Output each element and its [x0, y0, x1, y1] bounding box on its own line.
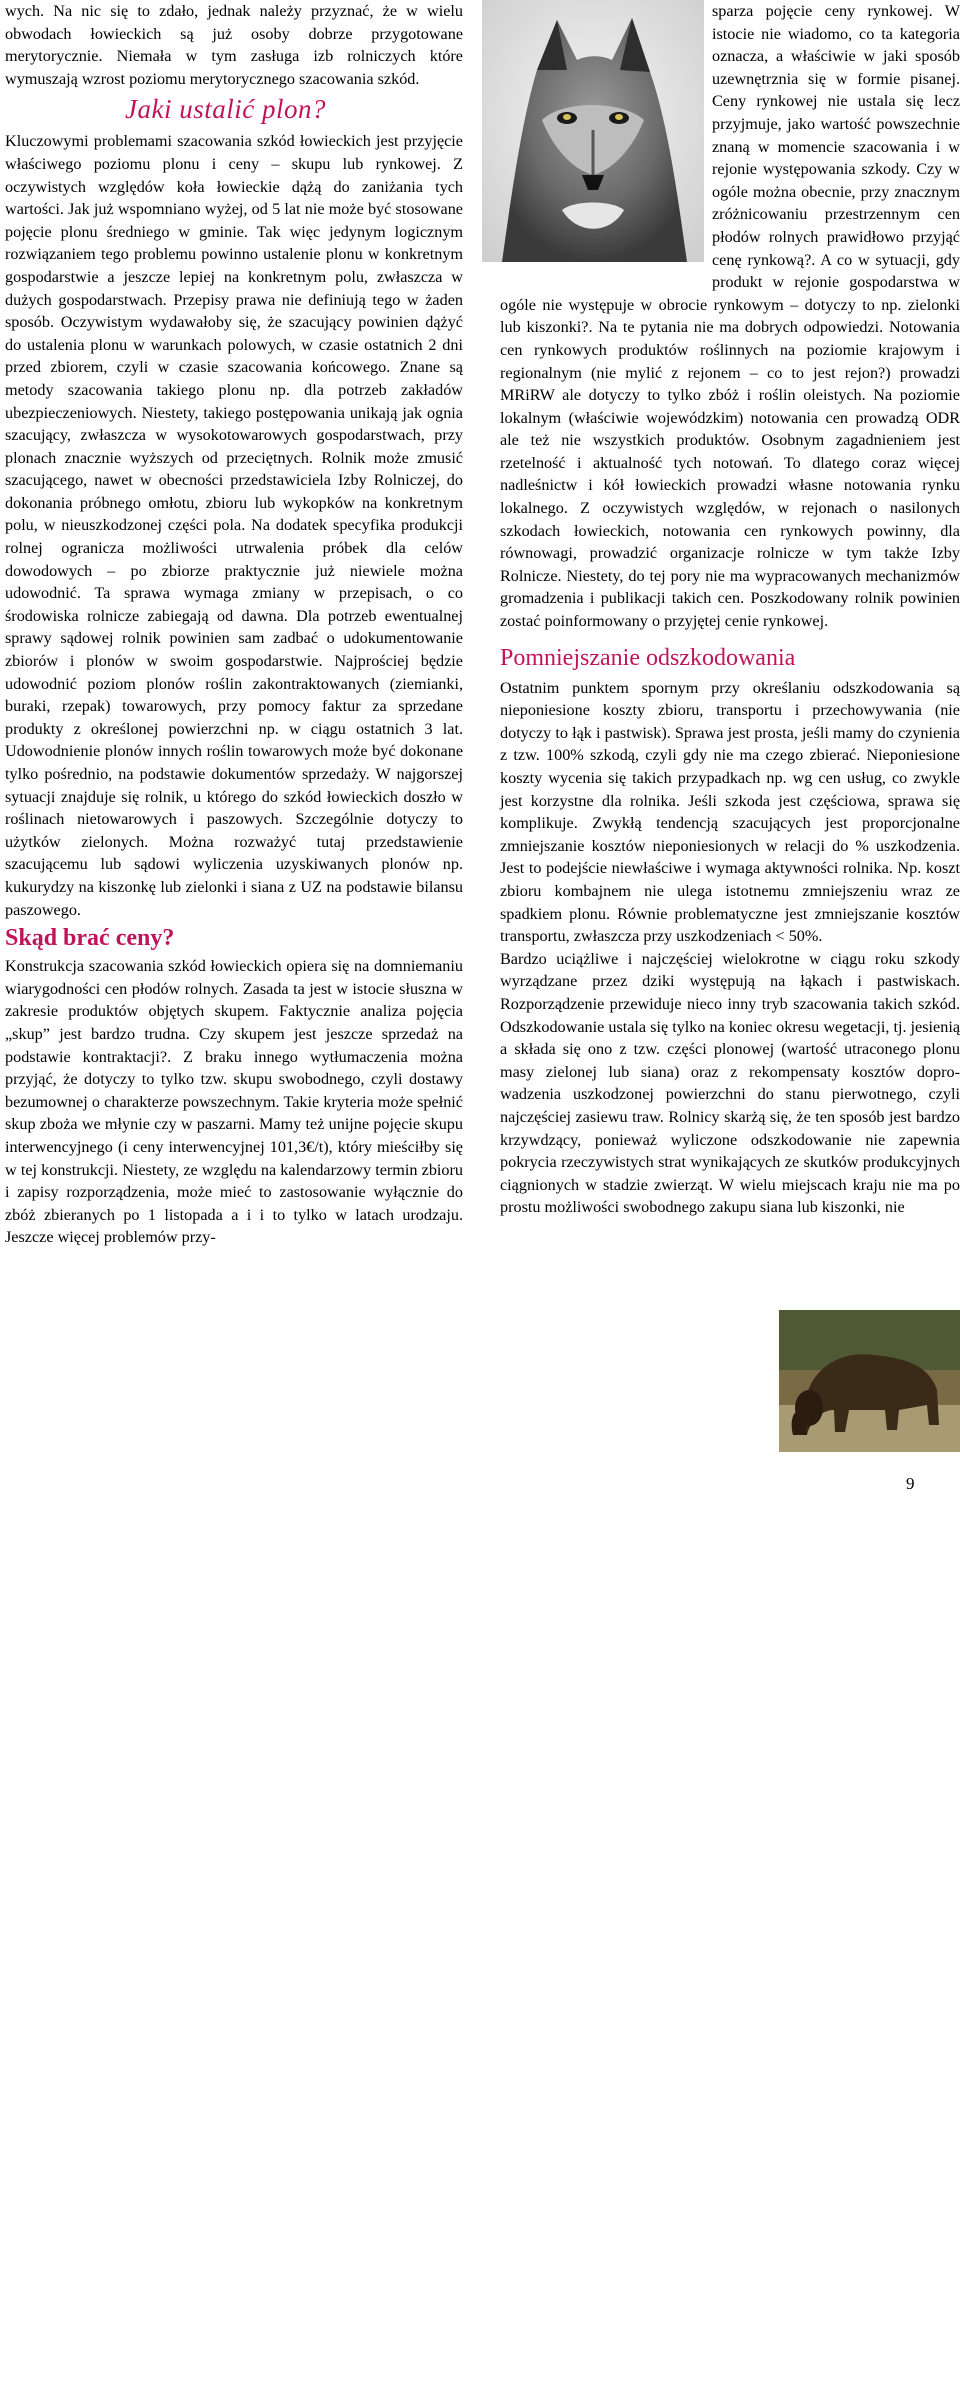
paragraph-koszty: Ostatnim punktem spornym przy określaniu odszkodowania są nieponiesione koszty zbioru, transportu i przechowywania (nie dotyczy to łąk i pastwisk). Sprawa jest prosta, jeśli mamy do czynienia z tzw. 100% szkodą, czyli gdy nie ma czego zbierać. Nieponiesione koszty wycenia się takich przypadkach np. wg cen usług, co zwykle jest korzystne dla rolnika. Jeśli szkoda jest częściowa, sprawa się komplikuje. Zwykłą tendencją szacujących jest proporcjonalne zmniejszanie kosztów nieponiesionych w relacji do % uszkodzenia. Jest to podejście niewłaściwe i wymaga aktywności rolnika. Np. koszt zbioru kombajnem nie ulega istotnemu zmniejszeniu wraz ze spadkiem plonu. Równie problematyczne jest zmniejszanie kosztów transportu, zwłaszcza przy uszkodzeniach < 50%.: [500, 678, 960, 946]
paragraph-cena-rynkowa: sparza pojęcie ceny rynkowej. W istocie nie wiadomo, co ta kategoria oznacza, a właściwie w jaki sposób uzewnętrznia się w formie pisanej. Ceny rynkowej nie ustala się lecz przyjmuje, jako wartość powszechnie znaną w momencie szacowania i w rejonie występowania szkody. Czy w ogóle można obecnie, przy znacznym zróżnicowaniu przestrzennym cen płodów rolnych prawidłowo przyjąć cenę rynkową?. A co w sytuacji, gdy produkt w rejonie gospodarstwa w ogóle nie występuje w obrocie rynkowym – dotyczy to np. zielonki lub kiszonki?. Na te pytania nie ma dobrych odpowiedzi. Notowania cen rynkowych produktów roślinnych na poziomie krajowym i regionalnym (nie mylić z rejonem – co to jest rejon?) prowadzi MRiRW ale dotyczy to tylko zbóż i roślin oleistych. Na poziomie lokalnym (właściwie wojewódzkim) notowania cen prowadzą ODR ale też nie wszystkich produktów. Osobnym zagadnieniem jest rzetelność i aktualność tych notowań. To dlatego coraz więcej nadleśnictw i kół łowieckich prowadzi własne notowania rynku lokalnego. Z oczywistych względów, w rejonach o nasilonych szkodach łowieckich, notowania cen rynkowych powinny, dla równowagi, prowadzić organizacje rolnicze w tym także Izby Rolnicze. Niestety, do tej pory nie ma wypracowanych mechanizmów gromadzenia i publikacji takich cen. Poszkodowany rolnik powinien zostać poinformowany o przyjętej cenie rynkowej.: [500, 2, 960, 631]
heading-pomniejszanie-odszkodowania: Pomniejszanie odszkodowania: [500, 644, 796, 671]
paragraph-laki: Bardzo uciążliwe i najczęściej wielokrotne w ciągu roku szkody wyrządzane przez dziki występują na łąkach i pastwiskach. Rozporządzenie przewiduje nieco inny tryb szacowania takich szkód. Odszkodowanie ustala się tylko na koniec okresu wegetacji, tj. jesienią a składa się ono z tzw. części plonowej (wartość utraconego plonu masy zielonej lub siana) oraz z rekompensaty kosztów dopro-wadzenia uszkodzonej powierzchni do stanu pierwotnego, czyli najczęściej zasiewu traw. Rolnicy skarżą się, że ten sposób jest bardzo krzywdzący, ponieważ wyliczone odszkodowanie nie zapewnia pokrycia rzeczywistych strat wynikających ze skutków produkcyjnych ciągnionych w stadzie zwierząt. W wielu miejscach kraju nie ma po prostu możliwości swobodnego zakupu siana lub kiszonki, nie: [500, 949, 960, 1217]
wolf-photo-wrap: [500, 0, 712, 284]
heading-skad-brac-ceny: Skąd brać ceny?: [5, 925, 175, 952]
paragraph-ceny: Konstrukcja szacowania szkód łowieckich opiera się na domniemaniu wiarygodności cen płodów rolnych. Zasada ta jest w istocie słuszna w zakresie produktów objętych skupem. Faktycznie analiza pojęcia „skup” jest bardzo trudna. Czy skupem jest jeszcze sprzedaż na podstawie kontraktacji?. Z braku innego wytłumaczenia można przyjąć, że dotyczy to tylko tzw. skupu swobodnego, czyli dostawy bezumownej o charakterze powszechnym. Takie kryteria może spełnić skup zboża we młynie czy w paszarni. Mamy też unijne pojęcie skupu interwencyjnego (i ceny interwencyjnej 101,3€/t), który mieściłby się w tej konstrukcji. Niestety, ze względu na kalendarzowy termin zbioru i zapisy rozporządzenia, może mieć to zastosowanie wyłącznie do zbóż zbieranych po 1 listopada a i i to tylko w latach urodzaju. Jeszcze więcej problemów przy-: [5, 957, 463, 1247]
left-column: [5, 0, 463, 1249]
bison-photo-wrap: [675, 2258, 960, 2400]
right-column: [500, 0, 960, 2400]
intro-paragraph: wych. Na nic się to zdało, jednak należy przyznać, że w wielu obwodach łowieckich są już osoby dobrze przygotowane merytorycznie. Niemała w tym zasługa izb rolniczych które wymuszają wzrost poziomu merytorycznego szacowania szkód.: [5, 2, 463, 88]
page-number: 9: [906, 1474, 915, 1493]
heading-jaki-ustalic-plon: Jaki ustalić plon?: [125, 94, 326, 125]
paragraph-plon: Kluczowymi problemami szacowania szkód łowieckich jest przyjęcie właściwego poziomu plonu i ceny – skupu lub rynkowej. Z oczywistych względów koła łowieckie dążą do zaniżania tych wartości. Jak już wspomniano wyżej, od 5 lat nie może być stosowane pojęcie plonu średniego w gminie. Tak więc jedynym logicznym rozwiązaniem tego problemu powinno ustalenie plonu w konkretnym gospodarstwie a jeszcze lepiej na konkretnym polu, zwłaszcza w dużych gospodarstwach. Przepisy prawa nie definiują tego w żaden sposób. Oczywistym wydawałoby się, że szacujący powinien dążyć do ustalenia plonu w warunkach polowych, w czasie ostatnich 2 dni przed zbiorem, czyli w czasie szacowania końcowego. Znane są metody szacowania takiego plonu np. dla potrzeb zakładów ubezpieczeniowych. Niestety, takiego postępowania unikają jak ognia szacujący, zwłaszcza w wysokotowarowych gospodarstwach, przy plonach znacznie wyższych od przeciętnych. Rolnik może zmusić szacującego, nawet w obecności przedstawiciela Izby Rolniczej, do dokonania próbnego omłotu, zbioru lub wykopków na konkretnym polu, w nieuszkodzonej części pola. Na dodatek specyfika produkcji rolnej ogranicza możliwości utrwalenia próbek dla celów dowodowych – po zbiorze praktycznie już niewiele można udowodnić. Ta sprawa wymaga zmiany w przepisach, o co środowiska rolnicze zabiegają od dawna. Dla potrzeb ewentualnej sprawy sądowej rolnik powinien sam zadbać o udokumentowanie zbiorów i plonów w swoim gospodarstwie. Najprościej będzie udowodnić poziom plonów roślin zakontraktowanych (ziemianki, buraki, rzepak) towarowych, przy pomocy faktur za sprzedane produkty z określonej powierzchni np. w ciągu ostatnich 3 lat. Udowodnienie plonów innych roślin towarowych może być dokonane tylko pośrednio, na podstawie dokumentów sprzedaży. W najgorszej sytuacji znajduje się rolnik, u którego do szkód łowieckich doszło w roślinach nietowarowych i paszowych. Szczególnie dotyczy to użytków zielonych. Można rozważyć tutaj przedstawienie szacującemu lub sądowi wyliczenia uzyskiwanych plonów np. kukurydzy na kiszonkę lub zielonki i siana z UZ na podstawie bilansu paszowego.: [5, 132, 463, 919]
